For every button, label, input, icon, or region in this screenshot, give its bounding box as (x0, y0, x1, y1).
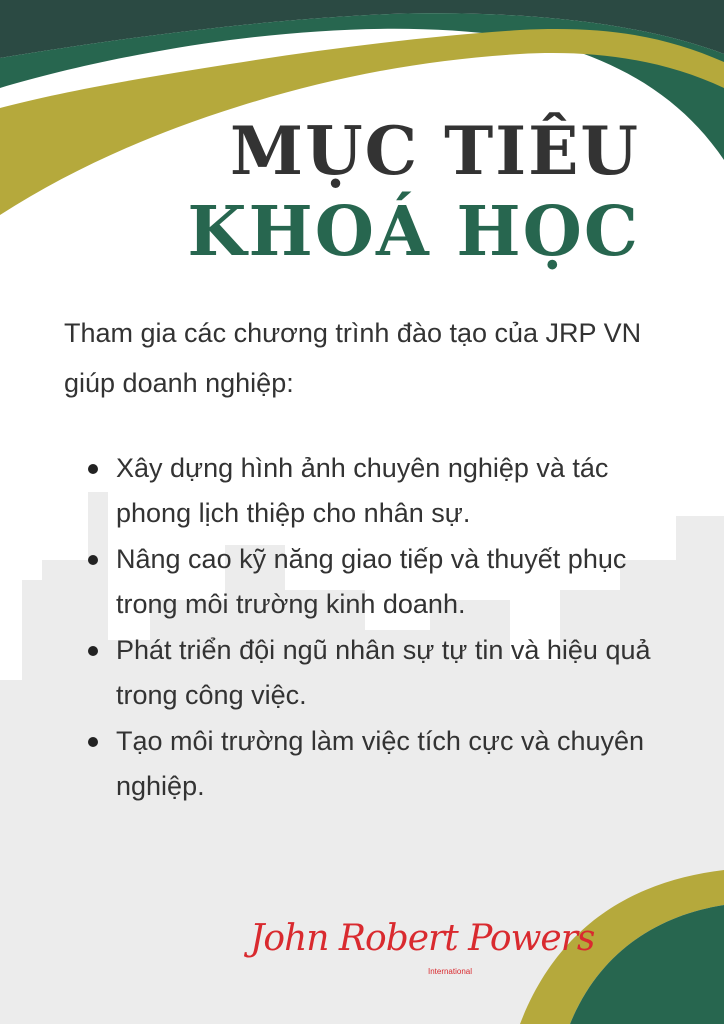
list-item-text: Nâng cao kỹ năng giao tiếp và thuyết phục trong môi trường kinh doanh. (116, 544, 627, 619)
list-item-text: Tạo môi trường làm việc tích cực và chuyên nghiệp. (116, 726, 645, 801)
bullet-icon (88, 646, 98, 656)
logo-subtitle: International (427, 967, 472, 976)
list-item-text: Phát triển đội ngũ nhân sự tự tin và hiệu quả trong công việc. (116, 635, 651, 710)
logo-wordmark: John Robert Powers (250, 918, 595, 959)
intro-paragraph: Tham gia các chương trình đào tạo của JRP VN giúp doanh nghiệp: (64, 318, 642, 398)
page-title-line-1: MỤC TIÊU (230, 112, 640, 190)
list-item (70, 537, 690, 627)
list-item (70, 719, 690, 809)
objectives-list (70, 446, 690, 810)
bullet-icon (88, 555, 98, 565)
brand-logo (250, 918, 595, 984)
bullet-icon (88, 464, 98, 474)
bullet-icon (88, 737, 98, 747)
list-item-text: Xây dựng hình ảnh chuyên nghiệp và tác phong lịch thiệp cho nhân sự. (116, 453, 609, 528)
page-title-line-2: KHOÁ HỌC (187, 192, 640, 272)
list-item (70, 628, 690, 718)
list-item (70, 446, 690, 536)
